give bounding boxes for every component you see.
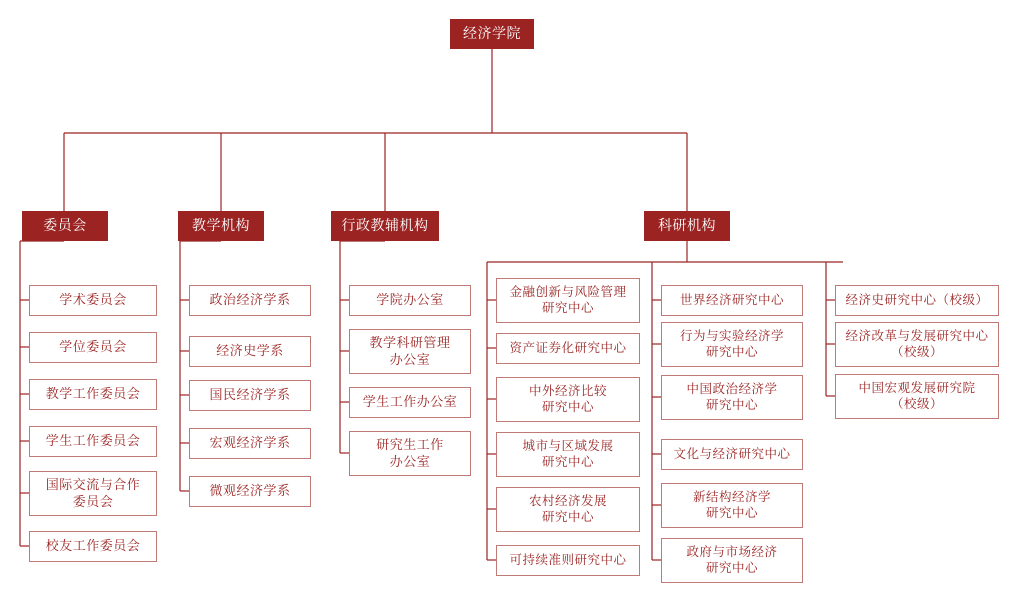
node-label: 政治经济学系 xyxy=(209,292,291,308)
node-research-c1-1[interactable] xyxy=(496,278,640,323)
node-label: 国际交流与合作 委员会 xyxy=(45,477,141,509)
node-label: 城市与区域发展 研究中心 xyxy=(522,438,614,469)
node-research-c1-4[interactable] xyxy=(496,432,640,477)
node-label: 可持续准则研究中心 xyxy=(509,552,627,567)
node-label: 研究生工作 办公室 xyxy=(376,437,444,469)
node-label: 学院办公室 xyxy=(376,292,444,308)
node-research-c1-6[interactable] xyxy=(496,545,640,576)
node-label: 学术委员会 xyxy=(59,292,127,308)
node-label: 行政教辅机构 xyxy=(341,217,429,234)
node-label: 中国政治经济学 研究中心 xyxy=(686,381,778,412)
node-committee-2[interactable] xyxy=(29,332,157,363)
node-label: 宏观经济学系 xyxy=(209,435,291,451)
node-branch-research[interactable] xyxy=(644,211,730,241)
node-research-c2-1[interactable] xyxy=(661,285,803,316)
node-teaching-4[interactable] xyxy=(189,428,311,459)
node-teaching-5[interactable] xyxy=(189,476,311,507)
node-teaching-3[interactable] xyxy=(189,380,311,411)
node-admin-4[interactable] xyxy=(349,431,471,476)
node-label: 行为与实验经济学 研究中心 xyxy=(679,328,784,359)
node-label: 学生工作委员会 xyxy=(45,433,141,449)
node-research-c3-2[interactable] xyxy=(835,322,999,367)
node-label: 校友工作委员会 xyxy=(45,538,141,554)
node-committee-4[interactable] xyxy=(29,426,157,457)
node-branch-committee[interactable] xyxy=(22,211,108,241)
node-branch-admin[interactable] xyxy=(331,211,439,241)
node-teaching-1[interactable] xyxy=(189,285,311,316)
node-label: 中外经济比较 研究中心 xyxy=(528,383,607,414)
node-research-c1-3[interactable] xyxy=(496,377,640,422)
node-research-c3-1[interactable] xyxy=(835,285,999,316)
node-research-c2-5[interactable] xyxy=(661,483,803,528)
node-label: 政府与市场经济 研究中心 xyxy=(686,544,778,575)
node-branch-teaching[interactable] xyxy=(178,211,264,241)
node-label: 学生工作办公室 xyxy=(362,394,458,410)
node-root[interactable] xyxy=(450,19,534,49)
node-label: 科研机构 xyxy=(658,217,716,234)
node-research-c2-4[interactable] xyxy=(661,439,803,470)
node-label: 世界经济研究中心 xyxy=(679,292,784,307)
node-research-c3-3[interactable] xyxy=(835,374,999,419)
node-label: 中国宏观发展研究院 （校级） xyxy=(858,380,976,411)
node-label: 金融创新与风险管理 研究中心 xyxy=(509,284,627,315)
node-research-c1-5[interactable] xyxy=(496,487,640,532)
node-label: 微观经济学系 xyxy=(209,483,291,499)
node-label: 委员会 xyxy=(43,217,87,234)
node-label: 学位委员会 xyxy=(59,339,127,355)
node-label: 文化与经济研究中心 xyxy=(673,446,791,461)
node-committee-1[interactable] xyxy=(29,285,157,316)
node-committee-5[interactable] xyxy=(29,471,157,516)
node-label: 经济改革与发展研究中心 （校级） xyxy=(845,328,989,359)
node-label: 国民经济学系 xyxy=(209,387,291,403)
node-label: 教学工作委员会 xyxy=(45,386,141,402)
node-research-c2-3[interactable] xyxy=(661,375,803,420)
node-label: 农村经济发展 研究中心 xyxy=(528,493,607,524)
node-research-c2-2[interactable] xyxy=(661,322,803,367)
node-admin-2[interactable] xyxy=(349,329,471,374)
node-label: 教学科研管理 办公室 xyxy=(369,335,451,367)
node-committee-6[interactable] xyxy=(29,531,157,562)
node-label: 经济史研究中心（校级） xyxy=(845,292,989,307)
node-admin-1[interactable] xyxy=(349,285,471,316)
node-label: 经济学院 xyxy=(463,25,521,42)
node-committee-3[interactable] xyxy=(29,379,157,410)
node-research-c1-2[interactable] xyxy=(496,333,640,364)
node-teaching-2[interactable] xyxy=(189,336,311,367)
node-label: 新结构经济学 研究中心 xyxy=(692,489,771,520)
node-label: 教学机构 xyxy=(192,217,250,234)
node-research-c2-6[interactable] xyxy=(661,538,803,583)
node-label: 经济史学系 xyxy=(216,343,284,359)
node-admin-3[interactable] xyxy=(349,387,471,418)
node-label: 资产证券化研究中心 xyxy=(509,340,627,355)
